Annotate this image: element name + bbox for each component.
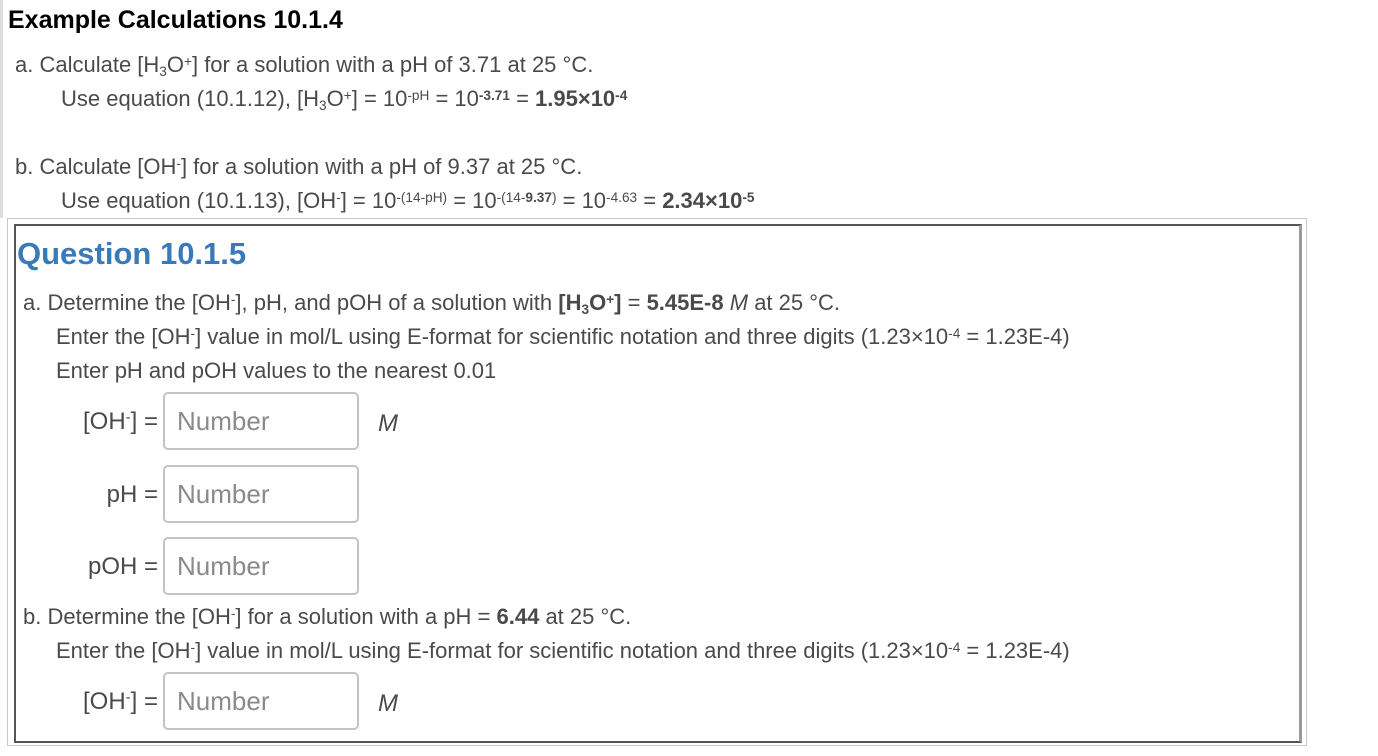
oh-unit: M (378, 410, 398, 437)
oh-concentration-input-b[interactable] (163, 672, 359, 730)
question-a-instruction-precision: Enter pH and pOH values to the nearest 0.01 (56, 358, 497, 383)
example-a-question: a. Calculate $[H_3O^+]$ for a solution with a pH of 3.71 at 25 °C. (15, 52, 594, 80)
given-concentration: 5.45E-8 (646, 290, 724, 315)
poh-label: pOH = (87, 553, 158, 580)
oh-label: [OH-] = (83, 408, 158, 435)
example-b-question: b. Calculate [OH-] for a solution with a pH of 9.37 at 25 °C. (15, 154, 583, 179)
oh-label-b: [OH-] = (83, 688, 158, 715)
poh-input[interactable] (163, 537, 359, 595)
ph-label: pH = (106, 481, 158, 508)
oh-concentration-input[interactable] (163, 392, 359, 450)
question-b-prompt: b. Determine the [OH-] for a solution with a pH = 6.44 at 25 °C. (23, 604, 632, 629)
question-a-instruction-format: Enter the [OH-] value in mol/L using E-format for scientific notation and three digits $(1.23\times 10^{-4} = 1.23E-4)$ (56, 324, 1070, 349)
example-b-calculation: Use equation (10.1.13), $[OH^-] = 10^{-(14-pH)} = 10^{-(14-9.37)} = 10^{-4.63} = 2.34\times 10^{-5}$ (61, 188, 755, 213)
question-b-instruction-format: Enter the [OH-] value in mol/L using E-format for scientific notation and three digits $(1.23\times 10^{-4} = 1.23E-4)$ (56, 638, 1070, 663)
given-ph: 6.44 (496, 604, 540, 629)
question-a-prompt: a. Determine the [OH-], pH, and pOH of a solution with $[H_3O^+] = 5.45E-8$ M at 25 °C. (23, 290, 841, 318)
example-a-calculation: Use equation (10.1.12), $[H_3O^+] = 10^{-pH} = 10^{-3.71} = 1.95\times 10^{-4}$ (61, 86, 628, 114)
question-title: Question 10.1.5 (17, 236, 247, 271)
example-b-result: 2.34×10 (662, 188, 743, 213)
example-title: Example Calculations 10.1.4 (8, 6, 343, 34)
ph-input[interactable] (163, 465, 359, 523)
example-a-result: 1.95×10 (535, 86, 616, 111)
oh-unit-b: M (378, 690, 398, 717)
